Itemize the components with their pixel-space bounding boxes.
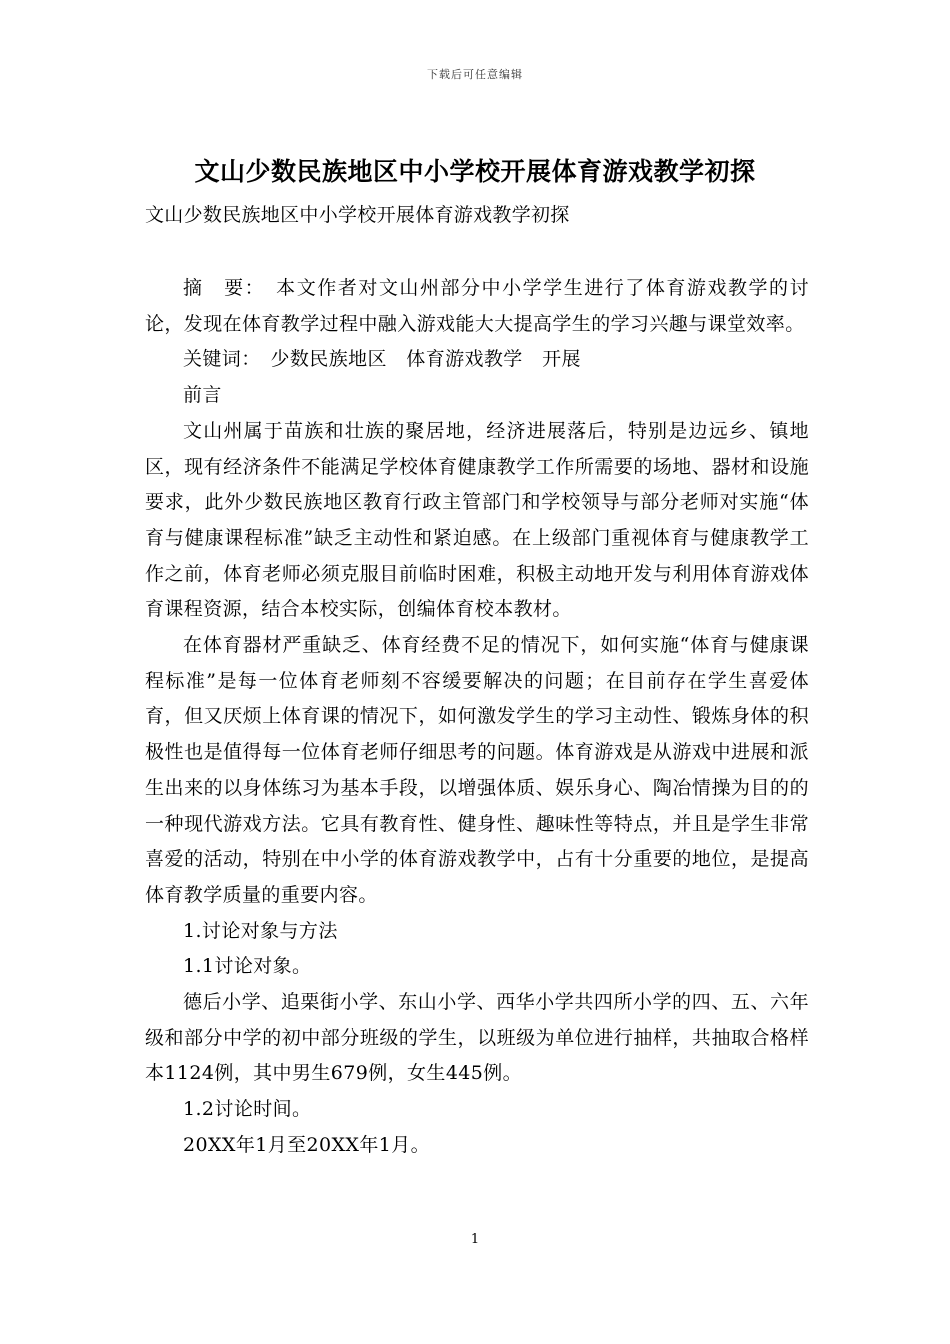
body-paragraph: 德后小学、追栗街小学、东山小学、西华小学共四所小学的四、五、六年级和部分中学的初中部分班级的学生，以班级为单位进行抽样，共抽取合格样本1124例，其中男生679例，女生445例。: [145, 991, 809, 1085]
header-note: 下载后可任意编辑: [427, 68, 523, 81]
body-paragraph: 文山州属于苗族和壮族的聚居地，经济进展落后，特别是边远乡、镇地区，现有经济条件不能满足学校体育健康教学工作所需要的场地、器材和设施要求，此外少数民族地区教育行政主管部门和学校领导与部分老师对实施“体育与健康课程标准”缺乏主动性和紧迫感。在上级部门重视体育与健康教学工作之前，体育老师必须克服目前临时困难，积极主动地开发与利用体育游戏体育课程资源，结合本校实际，创编体育校本教材。: [145, 419, 809, 621]
keywords-paragraph: 关键词： 少数民族地区 体育游戏教学 开展: [183, 348, 581, 371]
section-heading-preface: 前言: [183, 384, 222, 407]
document-body: [145, 271, 809, 1164]
abstract-paragraph: 摘 要： 本文作者对文山州部分中小学学生进行了体育游戏教学的讨论，发现在体育教学过程中融入游戏能大大提高学生的学习兴趣与课堂效率。: [145, 277, 809, 335]
body-paragraph: 20XX年1月至20XX年1月。: [183, 1133, 431, 1156]
document-subtitle: 文山少数民族地区中小学校开展体育游戏教学初探: [145, 204, 570, 226]
subsection-heading: 1.2讨论时间。: [183, 1098, 312, 1121]
document-title: 文山少数民族地区中小学校开展体育游戏教学初探: [194, 157, 756, 186]
page-number: 1: [470, 1232, 480, 1247]
subsection-heading: 1.1讨论对象。: [183, 955, 312, 978]
body-paragraph: 在体育器材严重缺乏、体育经费不足的情况下，如何实施“体育与健康课程标准”是每一位体育老师刻不容缓要解决的问题；在目前存在学生喜爱体育，但又厌烦上体育课的情况下，如何激发学生的学习主动性、锻炼身体的积极性也是值得每一位体育老师仔细思考的问题。体育游戏是从游戏中进展和派生出来的以身体练习为基本手段，以增强体质、娱乐身心、陶冶情操为目的的一种现代游戏方法。它具有教育性、健身性、趣味性等特点，并且是学生非常喜爱的活动，特别在中小学的体育游戏教学中，占有十分重要的地位，是提高体育教学质量的重要内容。: [145, 634, 809, 906]
section-heading: 1.讨论对象与方法: [183, 919, 338, 942]
